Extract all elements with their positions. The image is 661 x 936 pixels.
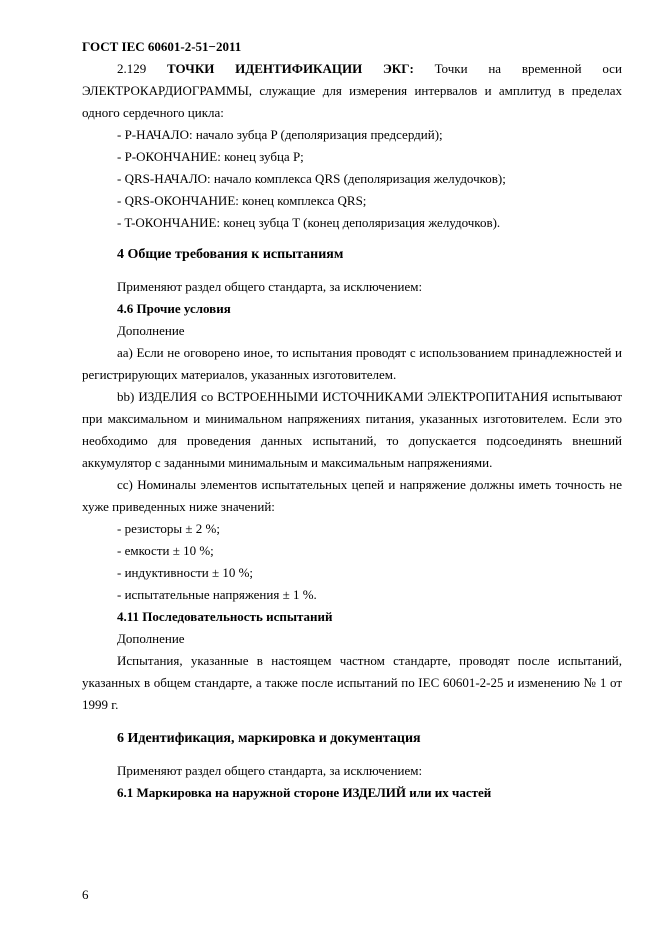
definition-word-4: Точки: [434, 61, 468, 76]
tolerance-item: - резисторы ± 2 %;: [117, 521, 220, 536]
term-word-3: ЭКГ:: [382, 61, 414, 76]
paragraph-cc: сс) Номиналы элементов испытательных цепей и напряжение должны иметь точность не хуже приведенных ниже значений:: [82, 477, 622, 514]
definition-word-6: временной: [521, 61, 582, 76]
subsection-4-6-title: 4.6 Прочие условия: [117, 301, 231, 316]
section-4-intro: Применяют раздел общего стандарта, за исключением:: [117, 279, 423, 294]
list-item: - P-ОКОНЧАНИЕ: конец зубца P;: [117, 149, 304, 164]
term-word-2: ИДЕНТИФИКАЦИИ: [235, 61, 363, 76]
document-page: [82, 36, 622, 804]
page-number: 6: [82, 887, 89, 902]
section-6-intro: Применяют раздел общего стандарта, за исключением:: [117, 763, 423, 778]
tolerance-item: - испытательные напряжения ± 1 %.: [117, 587, 317, 602]
definition-2129-rest: ЭЛЕКТРОКАРДИОГРАММЫ, служащие для измерения интервалов и амплитуд в пределах одного сердечного цикла:: [82, 83, 622, 120]
paragraph-aa: аа) Если не оговорено иное, то испытания проводят с использованием принадлежностей и регистрирующих материалов, указанных изготовителем.: [82, 345, 622, 382]
list-item: - QRS-ОКОНЧАНИЕ: конец комплекса QRS;: [117, 193, 367, 208]
list-item: - P-НАЧАЛО: начало зубца P (деполяризация предсердий);: [117, 127, 443, 142]
subsection-6-1-title: 6.1 Маркировка на наружной стороне ИЗДЕЛИЙ или их частей: [117, 785, 492, 800]
definition-2129-first-line: [82, 58, 622, 80]
addition-label: Дополнение: [117, 323, 185, 338]
document-header: ГОСТ IEC 60601-2-51−2011: [82, 39, 242, 54]
section-6-title: 6 Идентификация, маркировка и документация: [117, 731, 421, 746]
tolerance-item: - индуктивности ± 10 %;: [117, 565, 254, 580]
definition-word-7: оси: [602, 61, 622, 76]
subsection-4-11-title: 4.11 Последовательность испытаний: [117, 609, 333, 624]
definition-number: 2.129: [117, 61, 147, 76]
list-item: - QRS-НАЧАЛО: начало комплекса QRS (деполяризация желудочков);: [117, 171, 506, 186]
paragraph-bb: bb) ИЗДЕЛИЯ со ВСТРОЕННЫМИ ИСТОЧНИКАМИ ЭЛЕКТРОПИТАНИЯ испытывают при максимальном и минимальном напряжениях питания, указанных изготовителем. Если это необходимо для проведения данных испытаний, то допускается подсоединять внешний аккумулятор с заданными минимальным и максимальным напряжениями.: [82, 389, 622, 470]
paragraph-test-sequence: Испытания, указанные в настоящем частном стандарте, проводят после испытаний, указанных в общем стандарте, а также после испытаний по IEC 60601-2-25 и изменению № 1 от 1999 г.: [82, 653, 622, 712]
term-word-1: ТОЧКИ: [167, 61, 215, 76]
definition-word-5: на: [488, 61, 502, 76]
list-item: - T-ОКОНЧАНИЕ: конец зубца T (конец деполяризация желудочков).: [117, 215, 501, 230]
tolerance-item: - емкости ± 10 %;: [117, 543, 214, 558]
addition-label: Дополнение: [117, 631, 185, 646]
section-4-title: 4 Общие требования к испытаниям: [117, 247, 344, 262]
